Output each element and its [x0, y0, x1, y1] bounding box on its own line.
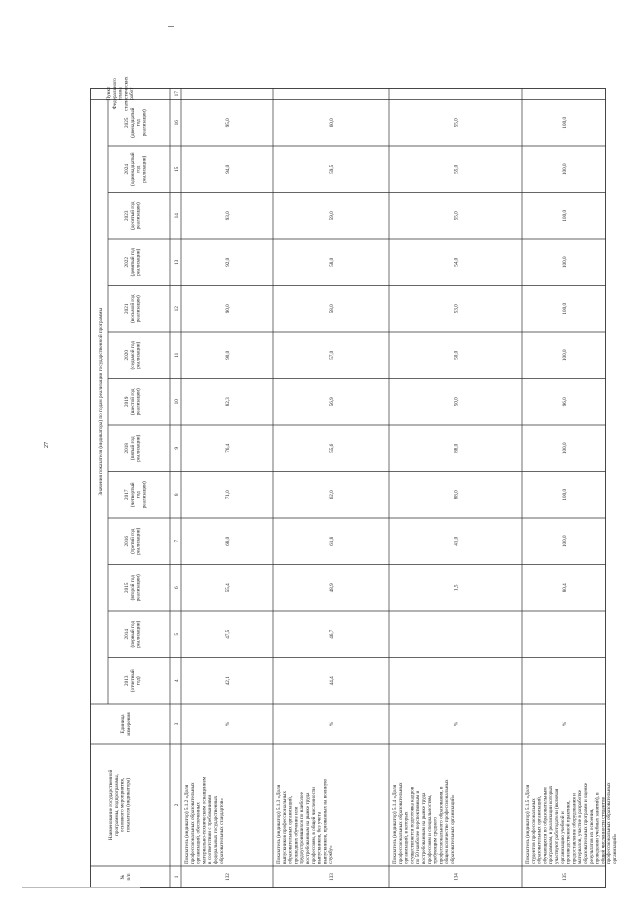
year-header-2013: 2013(отчетныйгод)	[124, 669, 142, 693]
row-133-value-2019: 56,9	[329, 397, 335, 407]
row-number-135: 135	[562, 873, 568, 881]
row-134-value-2024: 55,0	[453, 164, 460, 174]
header-num: №п/п	[120, 873, 132, 881]
column-number-13: 13	[174, 259, 180, 265]
row-133-value-2023: 59,0	[329, 211, 335, 221]
row-132-value-2017: 71,0	[225, 490, 231, 500]
column-number-17: 17	[174, 91, 180, 97]
row-134-value-2021: 53,0	[453, 304, 460, 314]
row-133-value-2018: 55,6	[329, 443, 335, 453]
year-header-2018: 2018(пятый годреализации)	[124, 434, 142, 462]
column-number-12: 12	[174, 306, 180, 312]
row-135-value-2024: 100,0	[562, 163, 568, 176]
row-135-value-2017: 100,0	[562, 488, 568, 501]
row-132-value-2023: 93,0	[225, 211, 231, 221]
row-133-value-2022: 58,0	[329, 257, 335, 267]
column-number-5: 5	[174, 632, 180, 636]
year-header-2022: 2022(девятый годреализации)	[124, 248, 142, 277]
header-federal-plan: ПунктФедеральногопланастатистическихработ	[106, 76, 136, 111]
row-134-value-2015: 1,5	[453, 584, 460, 591]
row-name-134: Показатель (индикатор) 5.1.4 «Доляпрофессиональных образовательныхорганизаций, в которыхосуществляется подготовка кадровпо 50 наиболее перспективным ивостребованным на рынке трудапрофессиям и специальностям,требующим среднегопрофессионального образования, вобщем количестве профессиональныхобразовательных организаций»	[392, 779, 456, 864]
row-132-value-2019: 82,3	[225, 397, 231, 407]
row-132-value-2022: 92,0	[225, 257, 231, 267]
row-unit-133: %	[329, 721, 335, 727]
row-135-value-2021: 100,0	[562, 302, 568, 315]
row-132-value-2016: 68,0	[225, 536, 231, 546]
row-132-value-2021: 90,0	[225, 304, 231, 314]
header-name: Наименование государственнойпрограммы, подпрограммы,основного мероприятия,показателя (индикатора)	[108, 769, 132, 841]
row-132-value-2025: 95,0	[225, 118, 231, 128]
column-number-14: 14	[174, 213, 180, 219]
page-number: 27	[44, 442, 50, 448]
column-number-10: 10	[174, 399, 180, 405]
year-header-2020: 2020(седьмой годреализации)	[124, 341, 142, 370]
row-132-value-2014: 47,5	[225, 629, 231, 639]
row-unit-135: %	[562, 721, 568, 727]
row-135-value-2016: 100,0	[562, 535, 568, 548]
row-133-value-2016: 61,8	[329, 536, 335, 546]
year-header-2015: 2015(второй годреализации)	[124, 574, 142, 602]
row-134-value-2022: 54,0	[453, 257, 460, 267]
year-header-2021: 2021(восьмой годреализации)	[124, 294, 142, 324]
row-134-value-2017: 88,0	[453, 490, 460, 500]
column-number-9: 9	[174, 446, 180, 450]
year-header-2023: 2023(десятый годреализации)	[124, 201, 142, 230]
row-134-value-2016: 41,0	[453, 536, 460, 546]
row-133-value-2024: 59,5	[329, 164, 335, 174]
row-number-133: 133	[329, 873, 335, 881]
footer-line	[22, 887, 140, 888]
column-number-6: 6	[174, 586, 180, 590]
row-133-value-2017: 62,0	[329, 490, 335, 500]
row-135-value-2018: 100,0	[562, 442, 568, 455]
row-135-value-2023: 100,0	[562, 209, 568, 222]
year-header-2025: 2025(двенадцатыйгодреализации)	[124, 107, 148, 138]
row-133-value-2021: 58,0	[329, 304, 335, 314]
column-number-1: 1	[174, 875, 180, 879]
rotated-table	[90, 76, 618, 888]
row-number-132: 132	[225, 873, 231, 881]
year-header-2024: 2024(одиннадцатыйгодреализации)	[124, 152, 148, 187]
row-135-value-2025: 100,0	[562, 116, 568, 129]
row-134-value-2020: 50,0	[453, 350, 460, 360]
header-values-group: Значения показателя (индикатора) по годам реализации государственной программы	[98, 308, 104, 496]
header-dash	[168, 26, 174, 27]
year-header-2019: 2019(шестой годреализации)	[124, 388, 142, 416]
year-header-2014: 2014(первый годреализации)	[124, 620, 142, 648]
row-132-value-2020: 90,0	[225, 350, 231, 360]
row-135-value-2020: 100,0	[562, 349, 568, 362]
row-134-value-2019: 50,0	[453, 397, 460, 407]
row-name-132: Показатель (индикатор) 5.1.2 «Доляпрофессиональных образовательныхорганизаций, обеспеченныхматериально-техническим оснащениемв соответствии с требованиямифедеральных государственныхобразовательных стандартов»	[184, 776, 225, 864]
row-unit-132: %	[225, 721, 231, 727]
row-135-value-2019: 96,0	[562, 397, 568, 407]
row-134-value-2018: 88,0	[453, 443, 460, 453]
row-132-value-2024: 94,0	[225, 164, 231, 174]
row-132-value-2013: 42,1	[225, 676, 231, 686]
column-number-16: 16	[174, 120, 180, 126]
row-132-value-2018: 76,4	[225, 443, 231, 453]
row-134-value-2025: 55,0	[453, 118, 460, 128]
row-name-133: Показатель (индикатор) 5.1.3 «Долявыпускников профессиональныхобразовательных организаций,прошедших обучение илитрудоустроившихся по наиболеевостребованным на рынке трудапрофессиям, в общей численностивыпускников, без учетавыпускников, призванных на военнуюслужбу»	[276, 778, 335, 864]
year-header-2016: 2016(третий годреализации)	[124, 527, 142, 555]
column-number-7: 7	[174, 539, 180, 543]
row-134-value-2023: 55,0	[453, 211, 460, 221]
row-133-value-2015: 48,9	[329, 583, 335, 593]
row-name-135: Показатель (индикатор) 5.1.5 «Долястудентов профессиональныхобразовательных организаций,обучающихся по образовательнымпрограммам, в реализации которыхучаствуют работодатели (включаяорганизацию учебной ипроизводственной практики,предоставление оборудования иматериалов, участие в разработкеобразовательных программ и оценкерезультатов их освоения,проведении учебных занятий), вобщей численности студентовпрофессиональных образовательныхорганизаций»	[525, 782, 618, 864]
indicator-table	[90, 76, 618, 888]
year-header-2017: 2017(четвертыйгодреализации)	[124, 481, 148, 509]
row-unit-134: %	[453, 721, 460, 727]
row-number-134: 134	[453, 873, 460, 881]
row-135-value-2022: 100,0	[562, 256, 568, 269]
row-133-value-2020: 57,0	[329, 350, 335, 360]
column-number-4: 4	[174, 679, 180, 683]
header-unit: Единицаизмерения	[120, 712, 132, 736]
table-frame	[91, 89, 606, 888]
column-number-8: 8	[174, 493, 180, 497]
column-number-2: 2	[174, 803, 180, 807]
column-number-15: 15	[174, 166, 180, 172]
column-number-3: 3	[174, 722, 180, 726]
row-133-value-2025: 60,0	[329, 118, 335, 128]
row-132-value-2015: 55,4	[225, 583, 231, 593]
row-133-value-2014: 46,7	[329, 629, 335, 639]
row-133-value-2013: 44,4	[329, 676, 335, 686]
column-number-11: 11	[174, 352, 180, 358]
row-135-value-2015: 80,4	[562, 583, 568, 593]
